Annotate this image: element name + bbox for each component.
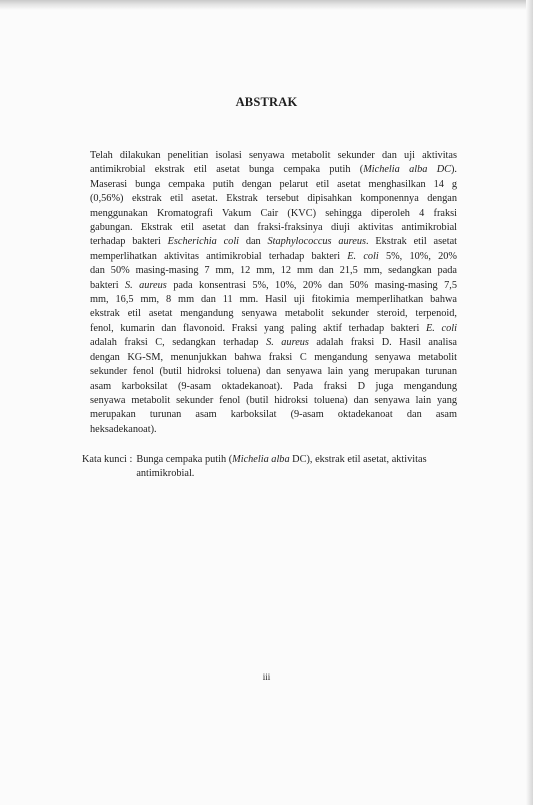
abstract-line — [90, 149, 457, 163]
italic-term: E. coli — [347, 250, 379, 262]
italic-term: E. coli — [426, 322, 457, 334]
text-run: merupakan turunan asam karboksilat (9-asam oktadekanoat dan asam — [90, 409, 457, 421]
keywords-section — [82, 453, 460, 482]
abstract-line — [90, 380, 457, 394]
text-run: 5%, 10%, 20% — [378, 250, 457, 262]
abstract-line — [90, 250, 457, 264]
abstract-line — [90, 351, 457, 365]
text-run: Telah dilakukan penelitian isolasi senyawa metabolit sekunder dan uji aktivitas — [90, 150, 457, 161]
text-run: dan 50% masing-masing 7 mm, 12 mm, 12 mm dan 21,5 mm, sedangkan pada — [90, 265, 457, 277]
abstract-line — [90, 178, 457, 192]
text-run: sekunder fenol (butil hidroksi toluena) dan senyawa lain yang merupakan turunan — [90, 366, 457, 378]
text-run: gabungan. Ekstrak etil asetat dan fraksi-fraksinya diuji aktivitas antimikrobial — [90, 222, 457, 234]
abstract-line — [90, 207, 457, 221]
italic-term: Staphylococcus aureus — [267, 236, 366, 248]
text-run: senyawa metabolit sekunder fenol (butil hidroksi toluena) dan senyawa lain yang — [90, 394, 457, 406]
italic-term: Michelia alba — [232, 454, 290, 465]
text-run: antimikrobial ekstrak etil asetat bunga cempaka putih ( — [90, 164, 364, 176]
text-run: pada konsentrasi 5%, 10%, 20% dan 50% masing-masing 7,5 — [166, 279, 457, 291]
text-run: Maserasi bunga cempaka putih dengan pelarut etil asetat menghasilkan 14 g — [90, 178, 457, 190]
text-run: antimikrobial. — [136, 468, 195, 480]
abstract-line — [90, 221, 457, 235]
text-run: fenol, kumarin dan flavonoid. Fraksi yang paling aktif terhadap bakteri — [90, 322, 427, 334]
text-run: menggunakan Kromatografi Vakum Cair (KVC) sehingga diperoleh 4 fraksi — [90, 207, 457, 219]
scan-shadow-top — [0, 0, 533, 10]
italic-term: S. aureus — [125, 279, 167, 291]
keywords-label: Kata kunci : — [82, 454, 133, 465]
keywords-line — [136, 467, 460, 481]
abstract-paragraph — [90, 149, 457, 437]
abstract-line — [90, 394, 457, 408]
abstract-line — [90, 423, 457, 437]
abstract-line — [90, 408, 457, 422]
keywords-line — [136, 453, 460, 467]
abstract-line — [90, 192, 457, 206]
text-run: ekstrak etil asetat mengandung senyawa metabolit sekunder steroid, terpenoid, — [90, 308, 457, 320]
text-run: adalah fraksi C, sedangkan terhadap — [90, 337, 267, 349]
text-run: terhadap bakteri — [90, 236, 168, 248]
text-run: Bunga cempaka putih ( — [136, 454, 233, 465]
abstract-line — [90, 336, 457, 350]
abstract-line — [90, 163, 457, 177]
text-run: adalah fraksi D. Hasil analisa — [308, 337, 457, 349]
text-run: asam karboksilat (9-asam oktadekanoat). Pada fraksi D juga mengandung — [90, 380, 457, 392]
abstract-line — [90, 279, 457, 293]
text-run: memperlihatkan aktivitas antimikrobial terhadap bakteri — [90, 250, 348, 262]
abstract-line — [90, 322, 457, 336]
scan-shadow-right — [526, 0, 533, 805]
text-run: (0,56%) ekstrak etil asetat. Ekstrak tersebut dipisahkan komponennya dengan — [90, 193, 457, 205]
text-run: dengan KG-SM, menunjukkan bahwa fraksi C mengandung senyawa metabolit — [90, 351, 457, 363]
keywords-text — [136, 453, 460, 482]
italic-term: Michelia alba DC — [363, 164, 451, 176]
page-number: iii — [262, 672, 271, 682]
text-run: mm, 16,5 mm, 8 mm dan 11 mm. Hasil uji fitokimia memperlihatkan bahwa — [90, 294, 457, 306]
text-run: . Ekstrak etil asetat — [366, 236, 457, 248]
abstract-line — [90, 365, 457, 379]
italic-term: Escherichia coli — [167, 236, 240, 248]
text-run: heksadekanoat). — [90, 423, 157, 435]
abstract-line — [90, 235, 457, 249]
text-run: bakteri — [90, 279, 125, 291]
italic-term: S. aureus — [266, 337, 309, 349]
abstract-line — [90, 293, 457, 307]
abstract-line — [90, 307, 457, 321]
page-title: ABSTRAK — [235, 95, 298, 109]
text-run: dan — [239, 236, 268, 248]
text-run: DC), ekstrak etil asetat, aktivitas — [289, 454, 427, 465]
abstract-line — [90, 264, 457, 278]
text-run: ). — [451, 164, 458, 176]
